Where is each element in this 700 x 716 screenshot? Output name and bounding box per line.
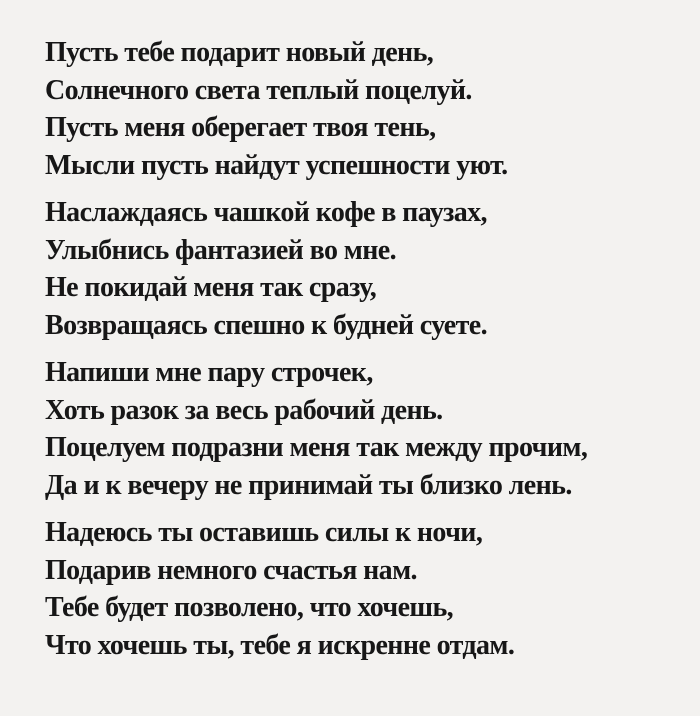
poem-line: Надеюсь ты оставишь силы к ночи, bbox=[45, 517, 483, 548]
poem-line: Пусть тебе подарит новый день, bbox=[45, 37, 434, 68]
poem-line: Напиши мне пару строчек, bbox=[45, 357, 373, 388]
poem-stanza-4 bbox=[45, 514, 682, 664]
poem-stanza-3 bbox=[45, 354, 682, 504]
poem-line: Что хочешь ты, тебе я искренне отдам. bbox=[45, 629, 515, 661]
poem-line: Мысли пусть найдут успешности уют. bbox=[45, 149, 508, 181]
poem-line: Не покидай меня так сразу, bbox=[45, 272, 377, 303]
poem-line: Поцелуем подразни меня так между прочим, bbox=[45, 432, 588, 463]
poem-line: Возвращаясь спешно к будней суете. bbox=[45, 309, 487, 341]
poem-line: Тебе будет позволено, что хочешь, bbox=[45, 592, 454, 623]
poem-stanza-2 bbox=[45, 194, 682, 344]
poem-line: Подарив немного счастья нам. bbox=[45, 554, 417, 586]
poem-line: Хоть разок за весь рабочий день. bbox=[45, 394, 443, 426]
poem-line: Наслаждаясь чашкой кофе в паузах, bbox=[45, 197, 487, 228]
poem-line: Улыбнись фантазией во мне. bbox=[45, 234, 396, 266]
poem-stanza-1 bbox=[45, 34, 682, 184]
poem-line: Солнечного света теплый поцелуй. bbox=[45, 74, 472, 106]
poem-line: Да и к вечеру не принимай ты близко лень. bbox=[45, 469, 572, 501]
poem-line: Пусть меня оберегает твоя тень, bbox=[45, 112, 436, 143]
